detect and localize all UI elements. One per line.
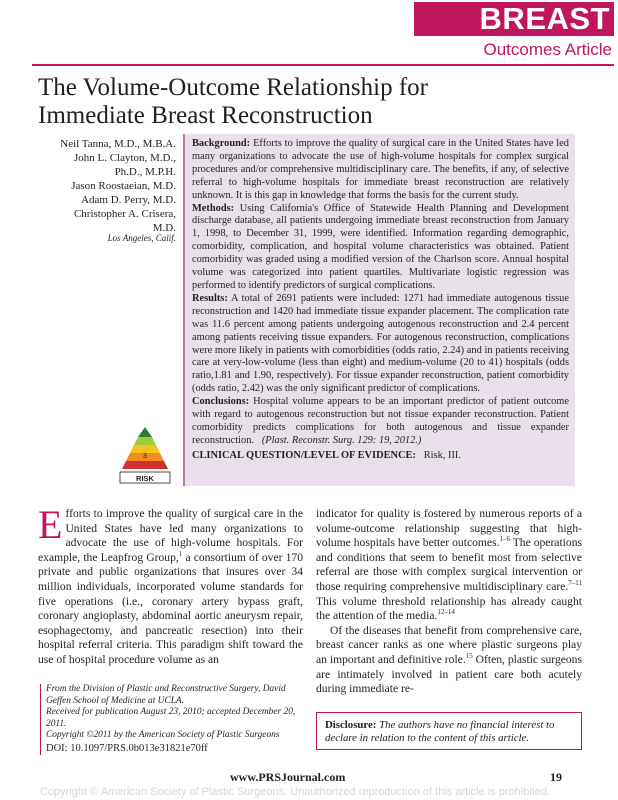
footnote-copyright: Copyright ©2011 by the American Society of Plastic Surgeons — [46, 730, 280, 741]
reference-marker: 15 — [465, 652, 473, 661]
body-text: Often, plastic surgeons are intimately involved in patient care both acutely during immediate re- — [316, 652, 582, 696]
abstract-conclusions — [192, 396, 569, 448]
abstract-box — [183, 134, 575, 486]
abstract-background — [192, 138, 569, 203]
evidence-level: Risk, III. — [423, 449, 461, 461]
author-line: John L. Clayton, M.D., — [73, 152, 176, 164]
pyramid-tier-4 — [134, 437, 156, 445]
conclusions-label: Conclusions: — [192, 396, 250, 408]
section-label: BREAST — [414, 2, 614, 36]
title-line-2: Immediate Breast Reconstruction — [38, 102, 373, 129]
article-title — [38, 74, 508, 130]
article-footnote — [40, 684, 310, 755]
author-line: Neil Tanna, M.D., M.B.A. — [60, 138, 176, 150]
author-line: M.D. — [152, 222, 176, 234]
conclusions-text: Hospital volume appears to be an important predictor of patient outcome with regard to autogenous reconstruction but not tissue expander reconstruction. Patient comorbidity predicts complications for both autogenous and tissue expander reconstruction. — [192, 396, 569, 446]
intro-text-cont: a consortium of over 170 private and public organizations that insures over 34 million individuals, incorporated volume standards for five operations (i.e., coronary artery bypass graft, coronary angioplasty, abdominal aortic aneurysm repair, esophagectomy, and pancreatic resection) into their hospital referral criteria. This paradigm shift toward the use of hospital procedure volume as an — [38, 550, 303, 666]
background-label: Background: — [192, 138, 251, 149]
author-line: Ph.D., M.P.H. — [114, 166, 176, 178]
methods-text: Using California's Office of Statewide Health Planning and Development discharge database, all patients undergoing immediate breast reconstruction from January 1, 1998, to December 31, 1999, were identified. Information regarding demographic, comorbidity, complication, and hospital volume characteristics was obtained. Patient comorbidity was graded using a modified version of the Charlson score. Annual hospital volume was categorized into patient quartiles. Multivariate logistic regression was performed to identify predictors of surgical complications. — [192, 202, 569, 291]
reference-marker: 1–6 — [499, 535, 510, 544]
author-line: Christopher A. Crisera, — [73, 208, 176, 220]
reference-marker: 12–14 — [437, 608, 455, 617]
right-paragraph-1 — [316, 507, 582, 624]
body-text: The operations and conditions that seem to benefit most from selective referral are those with complex surgical intervention or those requiring comprehensive multidisciplinary care. — [316, 536, 583, 593]
author-affiliation: Los Angeles, Calif. — [107, 233, 176, 243]
intro-text: fforts to improve the quality of surgical care in the United States have led many organizations to advocate the use of high-volume hospitals. For example, the Leapfrog Group, — [38, 507, 303, 564]
body-text: Of the diseases that benefit from comprehensive care, breast cancer ranks as one where plastic surgeons play an important and definitive role. — [316, 623, 582, 666]
title-line-1: The Volume-Outcome Relationship for — [38, 74, 428, 101]
abstract-evidence — [192, 450, 569, 463]
pyramid-tier-3 — [130, 445, 160, 453]
evidence-label: CLINICAL QUESTION/LEVEL OF EVIDENCE: — [192, 449, 416, 461]
header-divider — [32, 64, 614, 66]
disclosure-text: The authors have no financial interest to declare in relation to the content of this article. — [325, 719, 555, 744]
drop-cap: E — [38, 502, 63, 547]
abstract-results — [192, 293, 569, 396]
disclosure-label: Disclosure: — [325, 719, 377, 731]
author-line: Adam D. Perry, M.D. — [81, 194, 176, 206]
abstract-methods — [192, 203, 569, 293]
risk-level: 3 — [143, 453, 147, 460]
background-text: Efforts to improve the quality of surgical care in the United States have led many organizations to advocate the use of high-volume hospitals for complex surgical procedures and/or comprehensive multidisciplinary care. The benefits, if any, of selective referral to high-volume hospitals for immediate breast reconstruction are relatively unknown. It is this gap in knowledge that forms the basis for the current study. — [192, 138, 569, 201]
reference-marker: 7–11 — [568, 579, 582, 588]
body-column-right — [316, 507, 582, 697]
intro-paragraph — [38, 502, 303, 668]
pyramid-tier-5 — [138, 427, 152, 437]
reference-marker: 1 — [178, 549, 183, 558]
body-text: This volume threshold relationship has already caught the attention of the media. — [316, 594, 582, 623]
author-list — [30, 137, 176, 235]
risk-label: RISK — [136, 474, 154, 483]
pyramid-tier-1 — [122, 461, 168, 469]
disclosure-box — [316, 712, 582, 750]
results-text: A total of 2691 patients were included: 1271 had immediate autogenous tissue reconstruction and 1420 had immediate tissue expander placement. The complication rate was 11.6 percent among patients undergoing autogenous reconstruction and 2.4 percent among patients receiving tissue expanders. For autogenous reconstruction, complications were more likely in patients with comorbidities (odds ratio, 2.24) and in patients receiving care at very-low-volume (less than eight) and medium-volume (20 to 41) hospitals (odds ratio,1.81 and 1.90, respectively). For tissue expander reconstruction, patient comorbidity (odds ratio, 2.42) was the only significant predictor of complications. — [192, 292, 569, 395]
author-line: Jason Roostaeian, M.D. — [71, 180, 176, 192]
footnote-affiliation: From the Division of Plastic and Reconstructive Surgery, David Geffen School of Medicine at UCLA. — [46, 684, 286, 706]
risk-pyramid-icon — [118, 425, 172, 485]
citation: (Plast. Reconstr. Surg. 129: 19, 2012.) — [261, 434, 422, 446]
results-label: Results: — [192, 292, 228, 304]
footnote-received: Received for publication August 23, 2010; accepted December 20, 2011. — [46, 707, 296, 729]
body-column-left — [38, 502, 303, 668]
copyright-watermark: Copyright © American Society of Plastic Surgeons. Unauthorized reproduction of this article is prohibited. — [40, 786, 551, 798]
article-type-label: Outcomes Article — [483, 40, 612, 59]
right-paragraph-2 — [316, 624, 582, 697]
body-text: indicator for quality is fostered by numerous reports of a volume-outcome relationship suggesting that high-volume hospitals have better outcomes. — [316, 507, 582, 550]
doi-link[interactable]: DOI: 10.1097/PRS.0b013e31821e70ff — [46, 742, 208, 754]
page-number: 19 — [550, 770, 562, 784]
journal-url-link[interactable]: www.PRSJournal.com — [230, 770, 346, 784]
methods-label: Methods: — [192, 202, 235, 214]
